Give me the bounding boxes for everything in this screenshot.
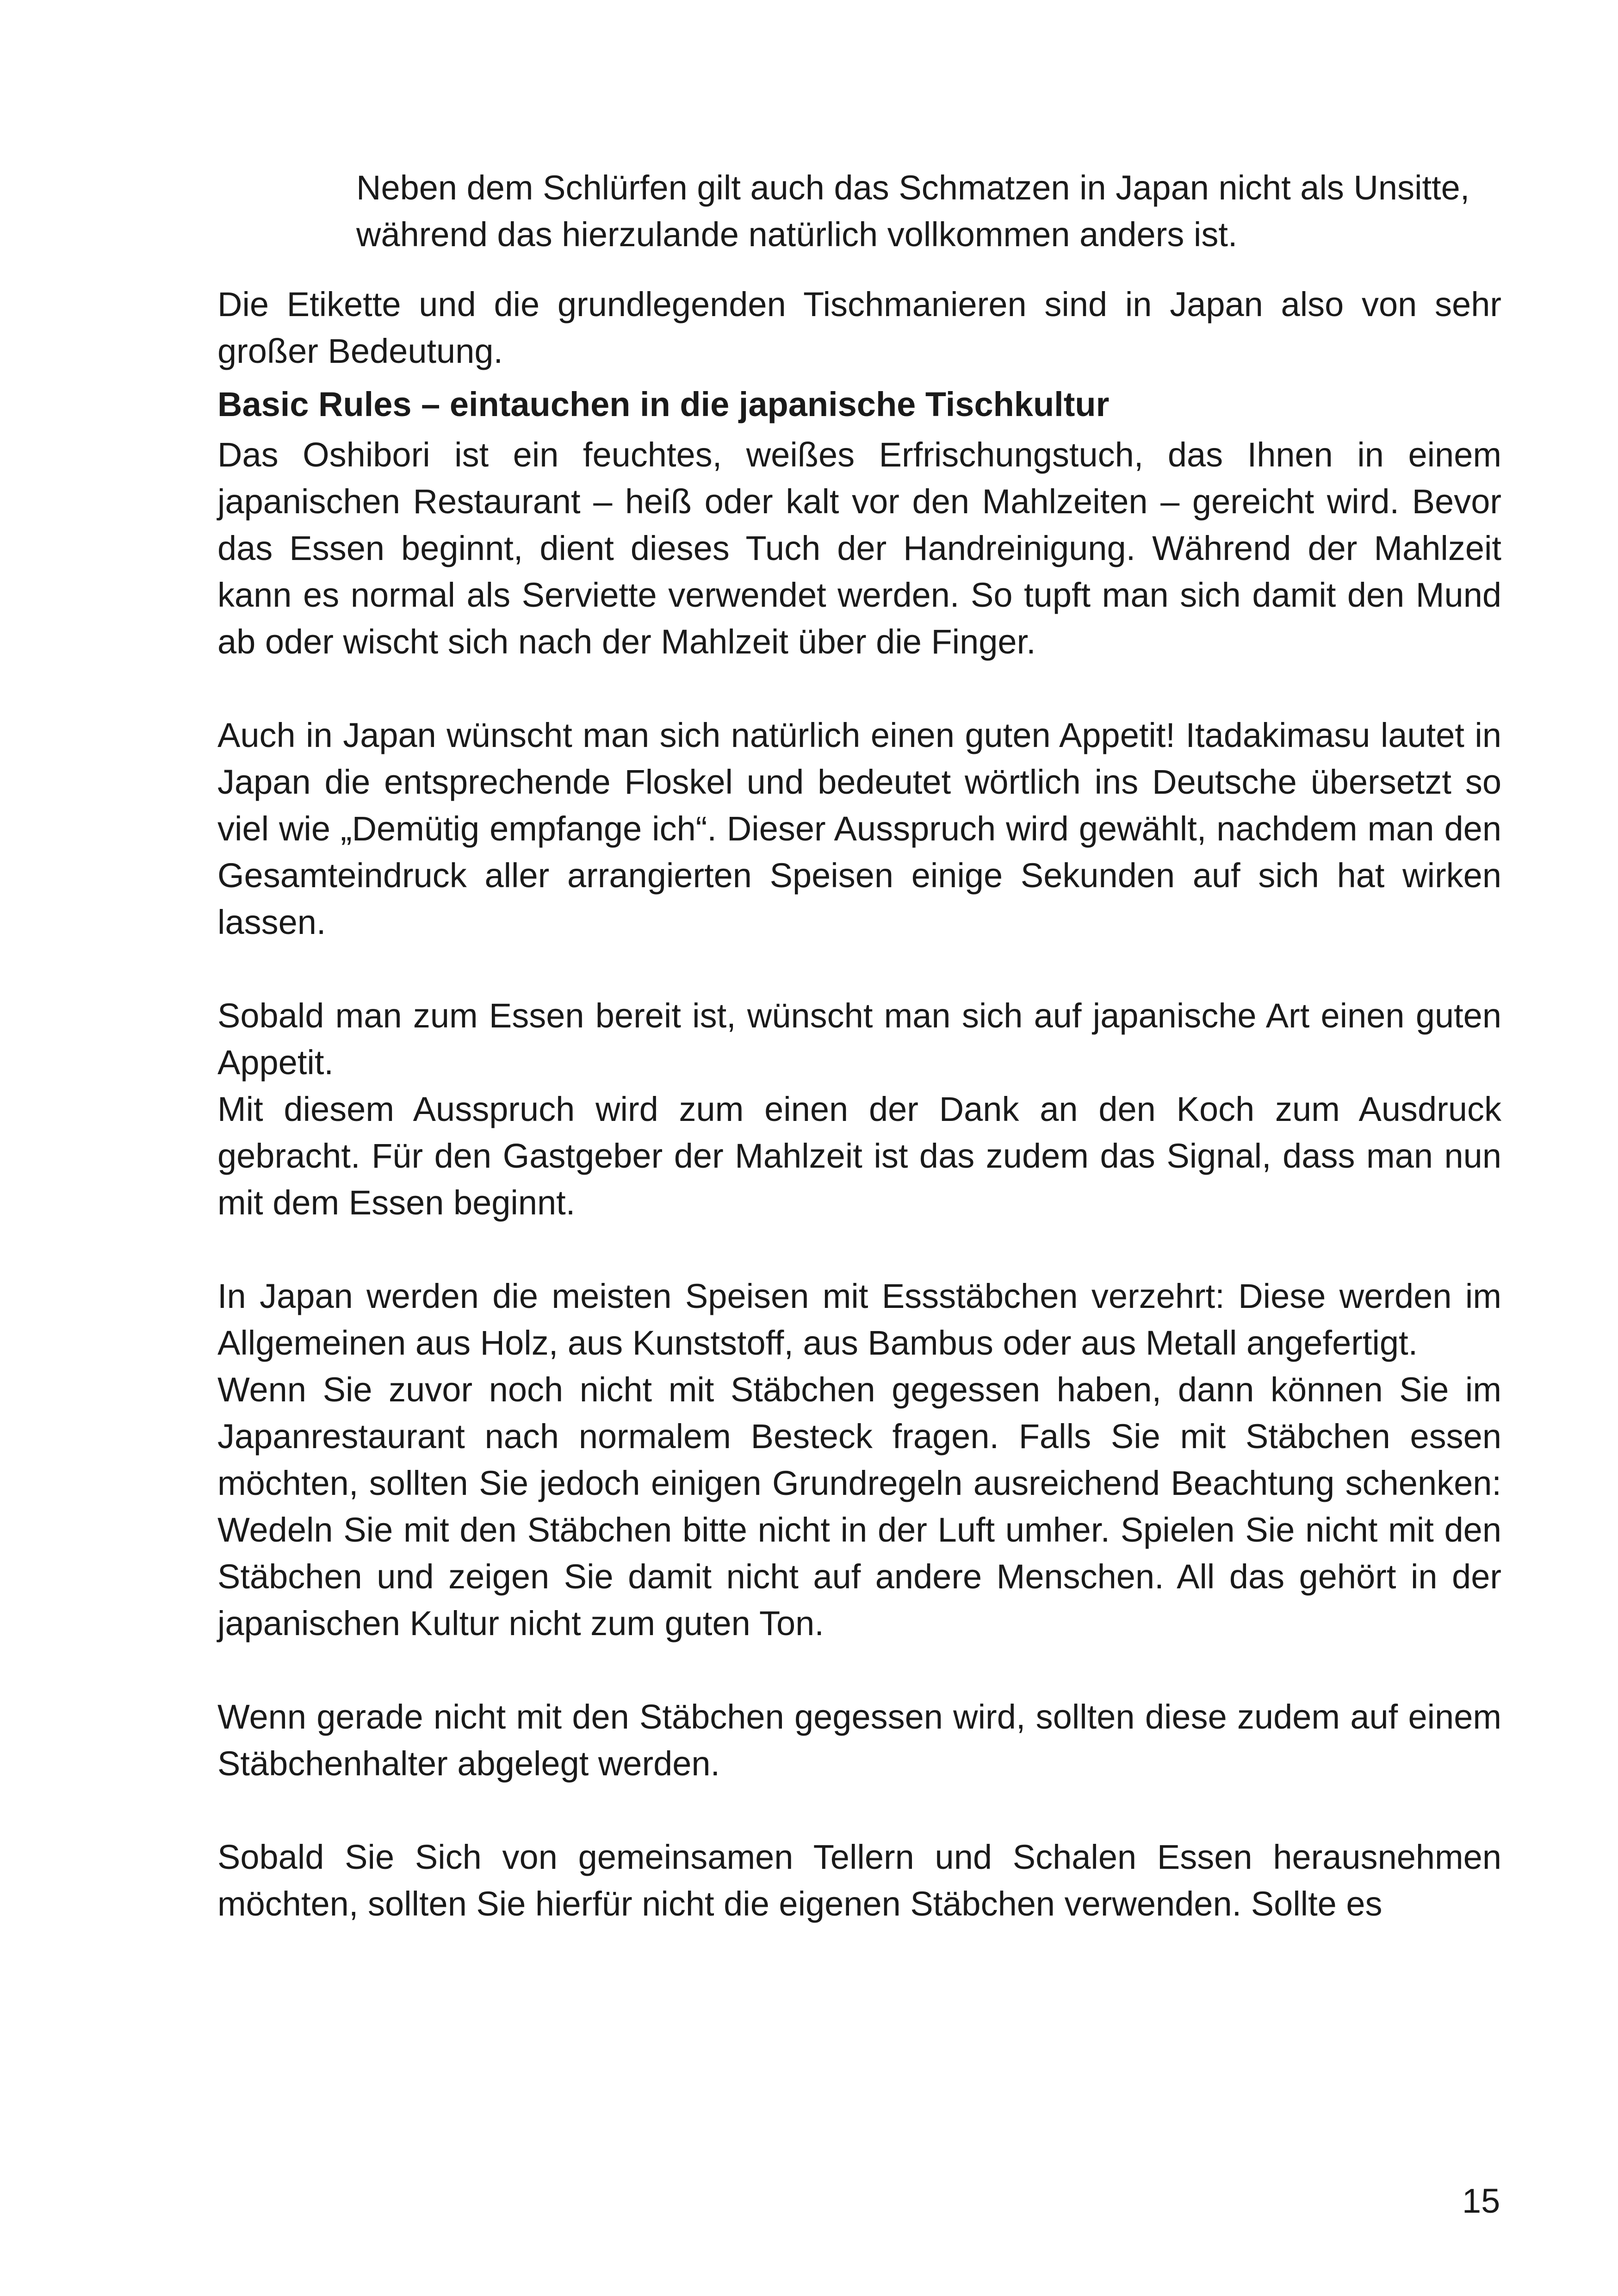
paragraph-essstaebchen: In Japan werden die meisten Speisen mit Essstäbchen verzehrt: Diese werden im Allgemeinen aus Holz, aus Kunststoff, aus Bambus oder aus Metall angefertigt.	[217, 1277, 1501, 1362]
paragraph-dank: Mit diesem Ausspruch wird zum einen der Dank an den Koch zum Ausdruck gebracht. Für den Gastgeber der Mahlzeit ist das zudem das Signal, dass man nun mit dem Essen beginnt.	[217, 1090, 1501, 1222]
paragraph-grundregeln: Wenn Sie zuvor noch nicht mit Stäbchen gegessen haben, dann können Sie im Japanrestaurant nach normalem Besteck fragen. Falls Sie mit Stäbchen essen möchten, sollten Sie jedoch einigen Grundregeln ausreichend Beachtung schenken: Wedeln Sie mit den Stäbchen bitte nicht in der Luft umher. Spielen Sie nicht mit den Stäbchen und zeigen Sie damit nicht auf andere Menschen. All das gehört in der japanischen Kultur nicht zum guten Ton.	[217, 1370, 1501, 1643]
document-page	[217, 164, 1501, 1927]
paragraph-itadakimasu: Auch in Japan wünscht man sich natürlich einen guten Appetit! Itadakimasu lautet in Japan die entsprechende Floskel und bedeutet wörtlich ins Deutsche übersetzt so viel wie „Demütig empfange ich“. Dieser Ausspruch wird gewählt, nachdem man den Gesamteindruck aller arrangierten Speisen einige Sekunden auf sich hat wirken lassen.	[217, 716, 1501, 941]
paragraph-appetit: Sobald man zum Essen bereit ist, wünscht man sich auf japanische Art einen guten Appetit.	[217, 996, 1501, 1082]
intro-quote: Neben dem Schlürfen gilt auch das Schmatzen in Japan nicht als Unsitte, während das hierzulande natürlich vollkommen anders ist.	[356, 168, 1470, 254]
paragraph-oshibori: Das Oshibori ist ein feuchtes, weißes Erfrischungstuch, das Ihnen in einem japanischen Restaurant – heiß oder kalt vor den Mahlzeiten – gereicht wird. Bevor das Essen beginnt, dient dieses Tuch der Handreinigung. Während der Mahlzeit kann es normal als Serviette verwendet werden. So tupft man sich damit den Mund ab oder wischt sich nach der Mahlzeit über die Finger.	[217, 436, 1501, 661]
page-number: 15	[1462, 2182, 1500, 2220]
intro-paragraph: Die Etikette und die grundlegenden Tischmanieren sind in Japan also von sehr großer Bedeutung.	[217, 285, 1501, 370]
paragraph-gemeinsame-teller: Sobald Sie Sich von gemeinsamen Tellern und Schalen Essen herausnehmen möchten, sollten Sie hierfür nicht die eigenen Stäbchen verwenden. Sollte es	[217, 1838, 1501, 1923]
paragraph-staebchenhalter: Wenn gerade nicht mit den Stäbchen gegessen wird, sollten diese zudem auf einem Stäbchenhalter abgelegt werden.	[217, 1698, 1501, 1783]
section-heading: Basic Rules – eintauchen in die japanische Tischkultur	[217, 385, 1110, 423]
